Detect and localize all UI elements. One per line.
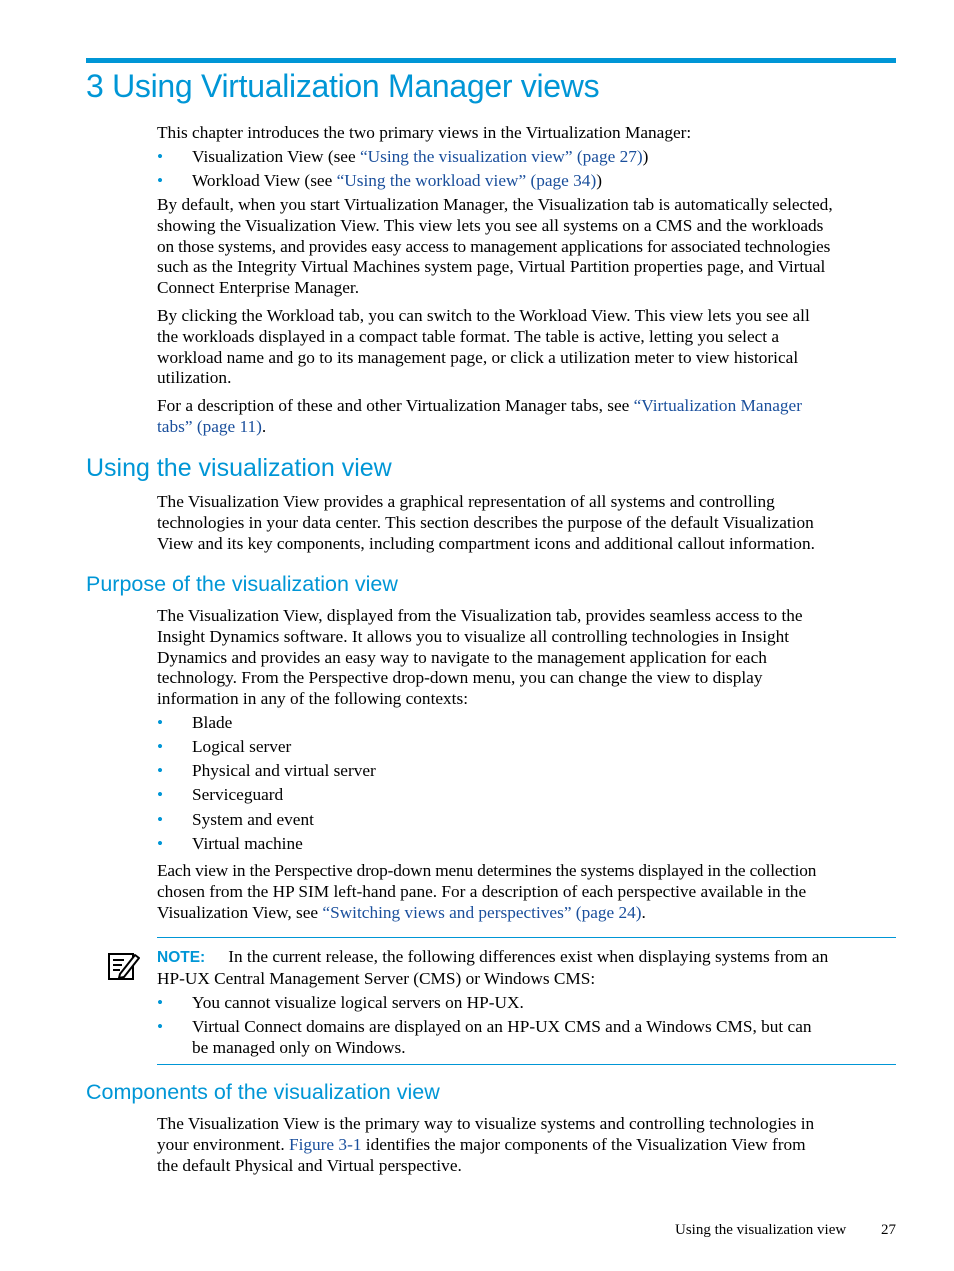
- list-item-text: Virtual Connect domains are displayed on an HP-UX CMS and a Windows CMS, but can: [192, 1017, 812, 1036]
- text-span: identifies the major components of the Visualization View from: [361, 1134, 806, 1154]
- link-figure-3-1[interactable]: Figure 3-1: [288, 1134, 362, 1154]
- note-bottom-rule: [157, 1064, 896, 1065]
- text-line: chosen from the HP SIM left-hand pane. For a description of each perspective available in the: [157, 881, 807, 901]
- intro-lead: This chapter introduces the two primary views in the Virtualization Manager:: [157, 123, 692, 142]
- chapter-title: 3 Using Virtualization Manager views: [86, 68, 600, 104]
- text-span: .: [641, 902, 646, 922]
- bullet-dot-icon: •: [157, 785, 164, 804]
- text-line: utilization.: [157, 368, 232, 388]
- text-line: Dynamics and provides an easy way to navigate to the management application for each: [157, 647, 767, 667]
- list-item-text: Blade: [192, 713, 233, 732]
- bullet-dot-icon: •: [157, 147, 164, 166]
- text-line: View and its key components, including compartment icons and additional callout information.: [157, 533, 815, 553]
- link-virtualization-manager-tabs-cont[interactable]: tabs” (page 11): [157, 416, 262, 436]
- text-line: The Visualization View provides a graphical representation of all systems and controlling: [157, 492, 775, 511]
- text-span: In the current release, the following differences exist when displaying systems from an: [228, 947, 829, 966]
- list-item-text: Logical server: [192, 737, 292, 756]
- list-item-text: Serviceguard: [192, 785, 284, 804]
- section-heading-purpose: Purpose of the visualization view: [86, 572, 398, 596]
- text-span: your environment.: [157, 1134, 289, 1154]
- link-switching-views[interactable]: “Switching views and perspectives” (page 24): [322, 902, 642, 922]
- text-line: such as the Integrity Virtual Machines system page, Virtual Partition properties page, and Virtual: [157, 257, 826, 277]
- text-span: .: [261, 416, 267, 436]
- bullet-dot-icon: •: [157, 1017, 164, 1036]
- section-purpose-after: [157, 861, 897, 923]
- section-components-body: [157, 1114, 897, 1176]
- text-line: technologies in your data center. This section describes the purpose of the default Visualization: [157, 512, 814, 532]
- bullet-dot-icon: •: [157, 993, 164, 1012]
- text-line: information in any of the following contexts:: [157, 689, 469, 709]
- text-line: workload name and go to its management page, or click a utilization meter to view historical: [157, 347, 799, 367]
- note-label: NOTE:: [157, 949, 206, 966]
- text-line: showing the Visualization View. This view lets you see all systems on a CMS and the workloads: [157, 215, 824, 235]
- bullet-dot-icon: •: [157, 834, 164, 853]
- note-top-rule: [157, 937, 896, 938]
- link-visualization-view[interactable]: “Using the visualization view” (page 27): [359, 147, 643, 166]
- note-body: [157, 947, 897, 990]
- text-line: technology. From the Perspective drop-down menu, you can change the view to display: [157, 668, 763, 688]
- text-line: The Visualization View is the primary way to visualize systems and controlling technologies in: [157, 1114, 815, 1133]
- text-line: the workloads displayed in a compact table format. The table is active, letting you select a: [157, 326, 780, 346]
- note-pencil-icon: [106, 950, 140, 982]
- section-using-body: [157, 492, 897, 554]
- list-item-text: System and event: [192, 810, 314, 829]
- text-line: HP-UX Central Management Server (CMS) or Windows CMS:: [157, 968, 596, 988]
- bullet-dot-icon: •: [157, 810, 164, 829]
- bullet-dot-icon: •: [157, 171, 164, 190]
- intro-paragraph-3: [157, 396, 897, 438]
- intro-paragraph-1: [157, 195, 897, 299]
- section-purpose-body: [157, 606, 897, 710]
- chapter-top-rule: [86, 58, 896, 63]
- list-item-text: Workload View (see: [192, 171, 337, 190]
- section-heading-using: Using the visualization view: [86, 454, 392, 482]
- bullet-dot-icon: •: [157, 737, 164, 756]
- bullet-dot-icon: •: [157, 761, 164, 780]
- intro-paragraph-2: [157, 306, 897, 389]
- link-virtualization-manager-tabs[interactable]: “Virtualization Manager: [633, 396, 802, 415]
- text-line: on those systems, and provides easy access to management applications for associated technologies: [157, 236, 831, 256]
- list-item-text: You cannot visualize logical servers on HP-UX.: [192, 993, 524, 1012]
- text-line: Connect Enterprise Manager.: [157, 278, 360, 298]
- text-line: Insight Dynamics software. It allows you to visualize all controlling technologies in Insight: [157, 626, 790, 646]
- text-line: the default Physical and Virtual perspective.: [157, 1155, 462, 1175]
- list-item-text: be managed only on Windows.: [192, 1037, 406, 1057]
- bullet-dot-icon: •: [157, 713, 164, 732]
- list-item-text: ): [642, 147, 649, 166]
- text-span: For a description of these and other Virtualization Manager tabs, see: [157, 396, 634, 415]
- page-number: 27: [881, 1222, 896, 1238]
- list-item-text: Physical and virtual server: [192, 761, 376, 780]
- section-heading-components: Components of the visualization view: [86, 1080, 440, 1104]
- list-item-text: Virtual machine: [192, 834, 303, 853]
- footer-section-title: Using the visualization view: [675, 1222, 847, 1238]
- link-workload-view[interactable]: “Using the workload view” (page 34): [336, 171, 597, 190]
- list-item-text: ): [596, 171, 602, 190]
- text-line: Each view in the Perspective drop-down menu determines the systems displayed in the collection: [157, 861, 817, 880]
- text-line: By clicking the Workload tab, you can switch to the Workload View. This view lets you see all: [157, 306, 810, 325]
- text-span: Visualization View, see: [157, 902, 323, 922]
- list-item-text: Visualization View (see: [192, 147, 360, 166]
- text-line: By default, when you start Virtualization Manager, the Visualization tab is automatically selected,: [157, 195, 833, 214]
- text-line: The Visualization View, displayed from the Visualization tab, provides seamless access to the: [157, 606, 803, 625]
